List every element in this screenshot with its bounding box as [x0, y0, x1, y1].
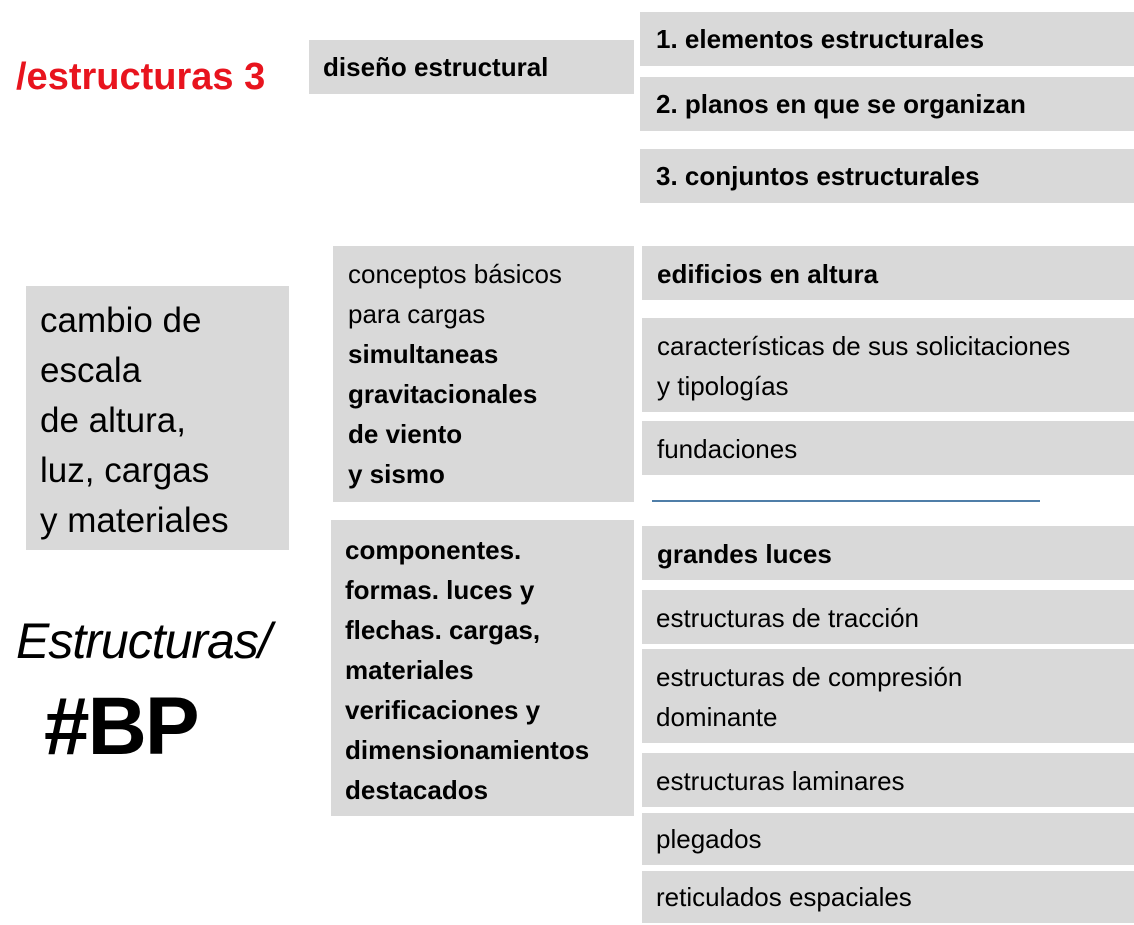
components-text	[345, 530, 589, 810]
text-line: conceptos básicos	[348, 259, 562, 289]
heading-text: grandes luces	[657, 539, 832, 569]
text-line: plegados	[656, 824, 762, 854]
text-line: luz, cargas	[40, 451, 210, 490]
topic-item	[640, 149, 1134, 203]
topic-item	[640, 12, 1134, 66]
scale-change-text	[40, 296, 229, 546]
large-spans-heading-box	[642, 526, 1134, 580]
topic-item-label: 2. planos en que se organizan	[656, 89, 1026, 119]
item-text	[656, 598, 919, 638]
large-spans-heading	[657, 534, 832, 574]
item-text	[656, 761, 905, 801]
logo-wordmark: Estructuras/	[16, 613, 271, 669]
topic-item-label: 1. elementos estructurales	[656, 24, 985, 54]
text-line: escala	[40, 351, 142, 390]
item-text	[656, 877, 912, 917]
concepts-text	[348, 254, 562, 494]
text-line: para cargas	[348, 299, 486, 329]
text-line: formas. luces y	[345, 575, 535, 605]
large-spans-item	[642, 753, 1134, 807]
text-line: dimensionamientos	[345, 735, 590, 765]
concepts-box	[333, 246, 634, 502]
text-line: estructuras de tracción	[656, 603, 920, 633]
large-spans-item	[642, 649, 1134, 743]
scale-change-box	[26, 286, 289, 550]
text-line: reticulados espaciales	[656, 882, 912, 912]
text-line: materiales	[345, 655, 474, 685]
topic-item	[640, 77, 1134, 131]
large-spans-item	[642, 871, 1134, 923]
text-line: y sismo	[348, 459, 445, 489]
item-text	[656, 819, 762, 859]
large-spans-item	[642, 590, 1134, 644]
item-text	[656, 657, 962, 737]
text-line: gravitacionales	[348, 379, 538, 409]
high-buildings-item	[642, 318, 1134, 412]
heading-text: edificios en altura	[657, 259, 879, 289]
text-line: verificaciones y	[345, 695, 541, 725]
text-line: estructuras laminares	[656, 766, 905, 796]
text-line: fundaciones	[657, 434, 798, 464]
section-divider	[652, 500, 1040, 502]
large-spans-item	[642, 813, 1134, 865]
text-line: simultaneas	[348, 339, 499, 369]
item-text	[657, 429, 797, 469]
course-title: /estructuras 3	[16, 56, 266, 98]
text-line: y materiales	[40, 501, 229, 540]
text-line: estructuras de compresión	[656, 662, 963, 692]
high-buildings-item	[642, 421, 1134, 475]
components-box	[331, 520, 634, 816]
text-line: dominante	[656, 702, 778, 732]
text-line: de viento	[348, 419, 463, 449]
text-line: flechas. cargas,	[345, 615, 541, 645]
header-topic-label: diseño estructural	[323, 52, 549, 82]
high-buildings-heading	[657, 254, 878, 294]
item-text	[657, 326, 1070, 406]
topic-item-label: 3. conjuntos estructurales	[656, 161, 980, 191]
text-line: y tipologías	[657, 371, 789, 401]
text-line: destacados	[345, 775, 489, 805]
high-buildings-heading-box	[642, 246, 1134, 300]
text-line: características de sus solicitaciones	[657, 331, 1071, 361]
text-line: componentes.	[345, 535, 522, 565]
header-topic-box	[309, 40, 634, 94]
logo-hashtag: #BP	[44, 681, 198, 772]
text-line: cambio de	[40, 301, 202, 340]
text-line: de altura,	[40, 401, 186, 440]
